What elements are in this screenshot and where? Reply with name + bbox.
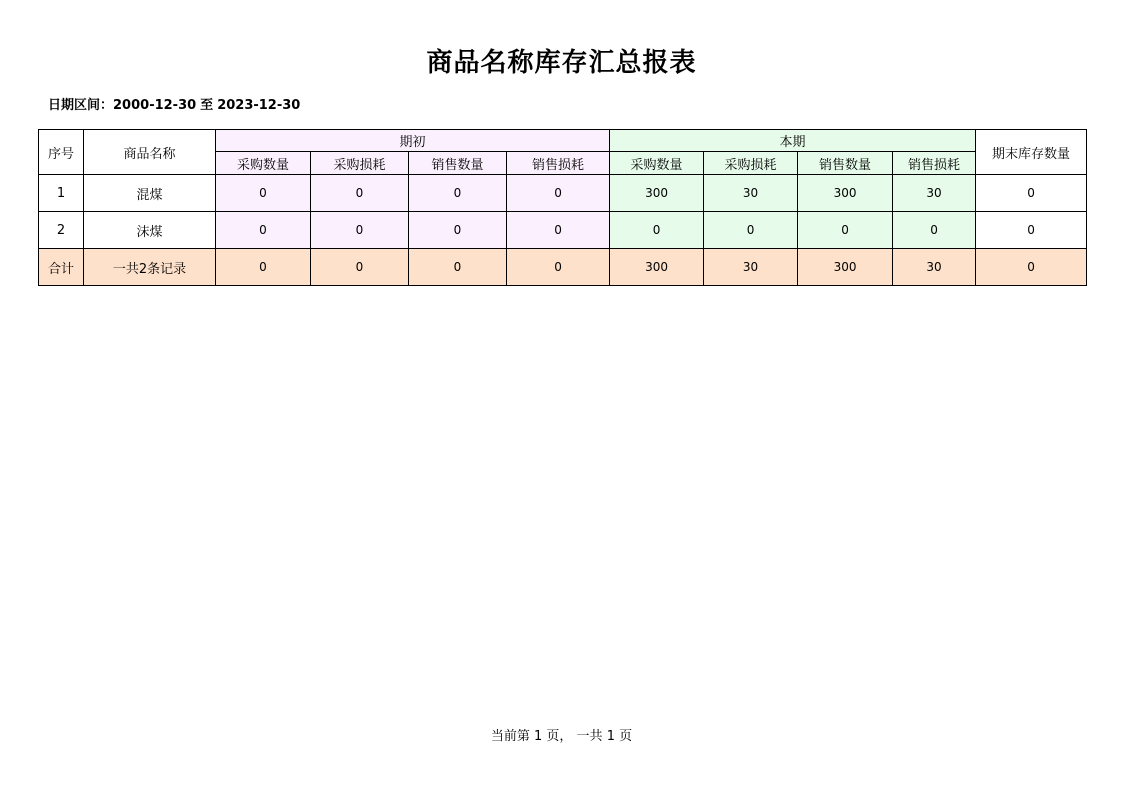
cell-end-stock: 0 [976,175,1087,212]
total-current-sales-loss: 30 [893,249,976,286]
total-label: 合计 [39,249,84,286]
header-begin-purchase-loss: 采购损耗 [311,152,409,175]
header-begin-purchase-qty: 采购数量 [216,152,311,175]
total-summary: 一共2条记录 [84,249,216,286]
header-begin-sales-loss: 销售损耗 [507,152,610,175]
date-range-end: 2023-12-30 [217,98,301,113]
cell-product-name: 混煤 [84,175,216,212]
header-group-current: 本期 [610,130,976,152]
cell-current-purchase-loss: 30 [704,175,798,212]
report-title: 商品名称库存汇总报表 [426,48,697,78]
cell-seq: 2 [39,212,84,249]
table-row [39,212,1087,249]
header-current-purchase-loss: 采购损耗 [704,152,798,175]
total-current-sales-qty: 300 [798,249,893,286]
total-begin-purchase-loss: 0 [311,249,409,286]
header-product-name: 商品名称 [84,130,216,175]
header-current-sales-loss: 销售损耗 [893,152,976,175]
cell-current-purchase-qty: 300 [610,175,704,212]
header-seq: 序号 [39,130,84,175]
cell-current-sales-loss: 0 [893,212,976,249]
total-begin-sales-qty: 0 [409,249,507,286]
date-range-separator: 至 [200,98,214,113]
header-group-begin: 期初 [216,130,610,152]
cell-current-purchase-loss: 0 [704,212,798,249]
cell-begin-sales-qty: 0 [409,212,507,249]
cell-begin-sales-loss: 0 [507,212,610,249]
total-begin-purchase-qty: 0 [216,249,311,286]
date-range-label: 日期区间： [48,98,114,113]
total-row [39,249,1087,286]
table-header-row-1 [39,130,1087,152]
date-range [48,94,300,113]
cell-current-sales-loss: 30 [893,175,976,212]
total-end-stock: 0 [976,249,1087,286]
total-current-purchase-loss: 30 [704,249,798,286]
header-begin-sales-qty: 销售数量 [409,152,507,175]
table-row [39,175,1087,212]
cell-current-sales-qty: 300 [798,175,893,212]
cell-begin-purchase-qty: 0 [216,175,311,212]
total-current-purchase-qty: 300 [610,249,704,286]
cell-begin-sales-loss: 0 [507,175,610,212]
inventory-summary-table [38,129,1087,286]
cell-seq: 1 [39,175,84,212]
header-current-sales-qty: 销售数量 [798,152,893,175]
cell-begin-sales-qty: 0 [409,175,507,212]
total-begin-sales-loss: 0 [507,249,610,286]
cell-product-name: 沫煤 [84,212,216,249]
cell-end-stock: 0 [976,212,1087,249]
page-indicator: 当前第 1 页， 一共 1 页 [490,729,633,744]
date-range-start: 2000-12-30 [113,98,197,113]
cell-current-sales-qty: 0 [798,212,893,249]
cell-begin-purchase-loss: 0 [311,175,409,212]
cell-current-purchase-qty: 0 [610,212,704,249]
cell-begin-purchase-loss: 0 [311,212,409,249]
header-end-stock: 期末库存数量 [976,130,1087,175]
header-current-purchase-qty: 采购数量 [610,152,704,175]
cell-begin-purchase-qty: 0 [216,212,311,249]
